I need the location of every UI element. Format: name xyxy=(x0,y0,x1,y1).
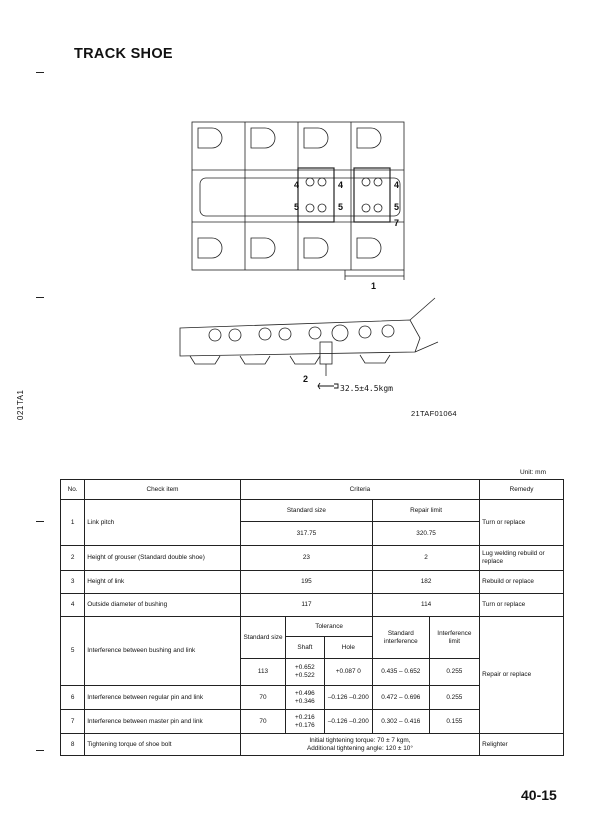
table-row: 1 Link pitch Standard size Repair limit Turn or replace xyxy=(61,500,564,522)
header-check-item: Check item xyxy=(85,480,241,500)
table-row: 5 Interference between bushing and link Standard size Tolerance Standard interference Interference limit Repair or replace xyxy=(61,617,564,637)
table-row: 8 Tightening torque of shoe bolt Initial tightening torque: 70 ± 7 kgm, Additional tightening angle: 120 ± 10° Relighter xyxy=(61,734,564,756)
track-shoe-side-view xyxy=(180,298,438,376)
margin-mark xyxy=(36,521,44,522)
callout-5: 5 xyxy=(394,202,400,212)
page-title: TRACK SHOE xyxy=(74,46,173,62)
figure-code: 21TAF01064 xyxy=(411,409,457,418)
callout-7: 7 xyxy=(394,218,400,228)
callout-1: 1 xyxy=(371,281,377,291)
margin-mark xyxy=(36,72,44,73)
callout-2: 2 xyxy=(303,374,309,384)
header-criteria: Criteria xyxy=(240,480,479,500)
callout-4: 4 xyxy=(294,180,300,190)
callout-5: 5 xyxy=(294,202,300,212)
track-shoe-figure xyxy=(170,120,440,410)
wrench-icon xyxy=(318,383,338,389)
torque-additional: Additional tightening angle: 120 ± 10° xyxy=(306,744,413,752)
table-row: 7 Interference between master pin and link 70 +0.216 +0.176 –0.126 –0.200 0.302 – 0.416 0.155 xyxy=(61,710,564,734)
table-row: Shaft Hole xyxy=(61,637,564,659)
margin-mark xyxy=(36,297,44,298)
page-number: 40-15 xyxy=(521,787,557,803)
callout-5: 5 xyxy=(338,202,344,212)
callout-4: 4 xyxy=(338,180,344,190)
table-row: 2 Height of grouser (Standard double shoe) 23 2 Lug welding rebuild or replace xyxy=(61,546,564,571)
unit-label: Unit: mm xyxy=(520,469,546,476)
table-row: 4 Outside diameter of bushing 117 114 Turn or replace xyxy=(61,594,564,617)
table-row: 6 Interference between regular pin and link 70 +0.496 +0.346 –0.126 –0.200 0.472 – 0.696 0.255 xyxy=(61,686,564,710)
track-shoe-top-view xyxy=(192,122,404,280)
callout-4: 4 xyxy=(394,180,400,190)
margin-mark xyxy=(36,750,44,751)
torque-label: 32.5±4.5kgm xyxy=(340,384,393,393)
table-row: 113 +0.652 +0.522 +0.087 0 0.435 – 0.652 0.255 xyxy=(61,659,564,686)
table-row: 3 Height of link 195 182 Rebuild or replace xyxy=(61,571,564,594)
header-remedy: Remedy xyxy=(480,480,564,500)
torque-initial: Initial tightening torque: 70 ± 7 kgm, xyxy=(309,736,411,744)
side-code: 021TA1 xyxy=(16,389,25,420)
header-no: No. xyxy=(61,480,85,500)
table-row: 317.75 320.75 xyxy=(61,522,564,546)
spec-table xyxy=(60,479,564,756)
